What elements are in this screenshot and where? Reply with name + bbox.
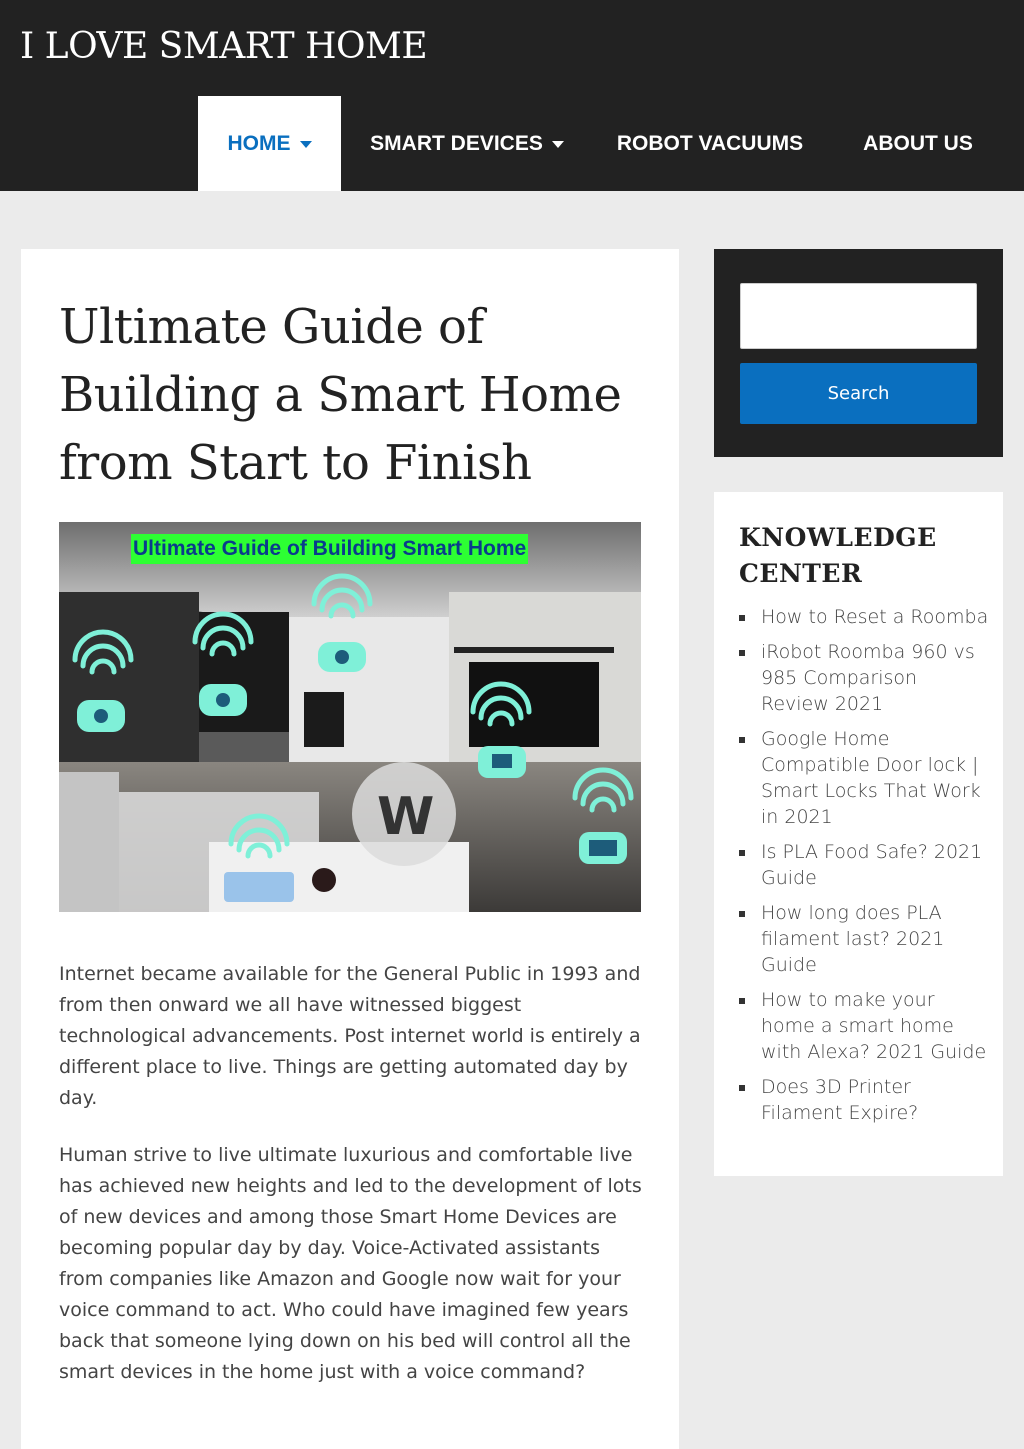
site-header (0, 0, 1024, 191)
caret-down-icon (552, 141, 564, 148)
post-title: Ultimate Guide of Building a Smart Home from Start to Finish (59, 299, 622, 491)
nav-smart-devices-label: SMART DEVICES (370, 131, 543, 155)
list-item[interactable]: iRobot Roomba 960 vs 985 Comparison Review 2021 (739, 639, 989, 717)
caret-down-icon (300, 141, 312, 148)
svg-text:W: W (377, 787, 435, 847)
widget-title: KNOWLEDGE CENTER (739, 523, 937, 588)
list-item[interactable]: Does 3D Printer Filament Expire? (739, 1074, 989, 1126)
list-item[interactable]: How to make your home a smart home with Alexa? 2021 Guide (739, 987, 989, 1065)
nav-about-us-label: ABOUT US (863, 131, 973, 155)
post-paragraph: Internet became available for the General Public in 1993 and from then onward we all have witnessed biggest technological advancements. Post internet world is entirely a different place to live. Things are getting automated day by day. (59, 963, 641, 1109)
post-paragraph: Human strive to live ultimate luxurious and comfortable live has achieved new heights and led to the development of lots of new devices and among those Smart Home Devices are becoming popular day by day. Voice-Activated assistants from companies like Amazon and Google now wait for your voice command to act. Who could have imagined few years back that someone lying down on his bed will control all the smart devices in the home just with a voice command? (59, 1144, 642, 1383)
knowledge-center-list (739, 604, 989, 1135)
smart-home-illustration (59, 522, 641, 912)
tablet-icon (224, 872, 294, 902)
nav-item-robot-vacuums[interactable] (600, 96, 820, 191)
main-nav (0, 96, 1024, 191)
search-button[interactable]: Search (740, 363, 977, 424)
knowledge-center-widget (714, 492, 1003, 1176)
image-banner: Ultimate Guide of Building Smart Home (131, 534, 528, 564)
main-content (21, 249, 679, 1449)
nav-item-home[interactable] (198, 96, 341, 191)
nav-item-about-us[interactable] (845, 96, 991, 191)
nav-robot-vacuums-label: ROBOT VACUUMS (616, 131, 804, 155)
list-item[interactable]: How long does PLA filament last? 2021 Guide (739, 900, 989, 978)
nav-item-smart-devices[interactable] (356, 96, 578, 191)
list-item[interactable]: How to Reset a Roomba (739, 604, 989, 630)
search-widget (714, 249, 1003, 457)
site-title[interactable]: I LOVE SMART HOME (20, 26, 428, 67)
nav-home-label: HOME (227, 131, 291, 155)
list-item[interactable]: Is PLA Food Safe? 2021 Guide (739, 839, 989, 891)
search-input[interactable] (740, 283, 977, 349)
featured-image (59, 522, 641, 912)
list-item[interactable]: Google Home Compatible Door lock | Smart Locks That Work in 2021 (739, 726, 989, 830)
